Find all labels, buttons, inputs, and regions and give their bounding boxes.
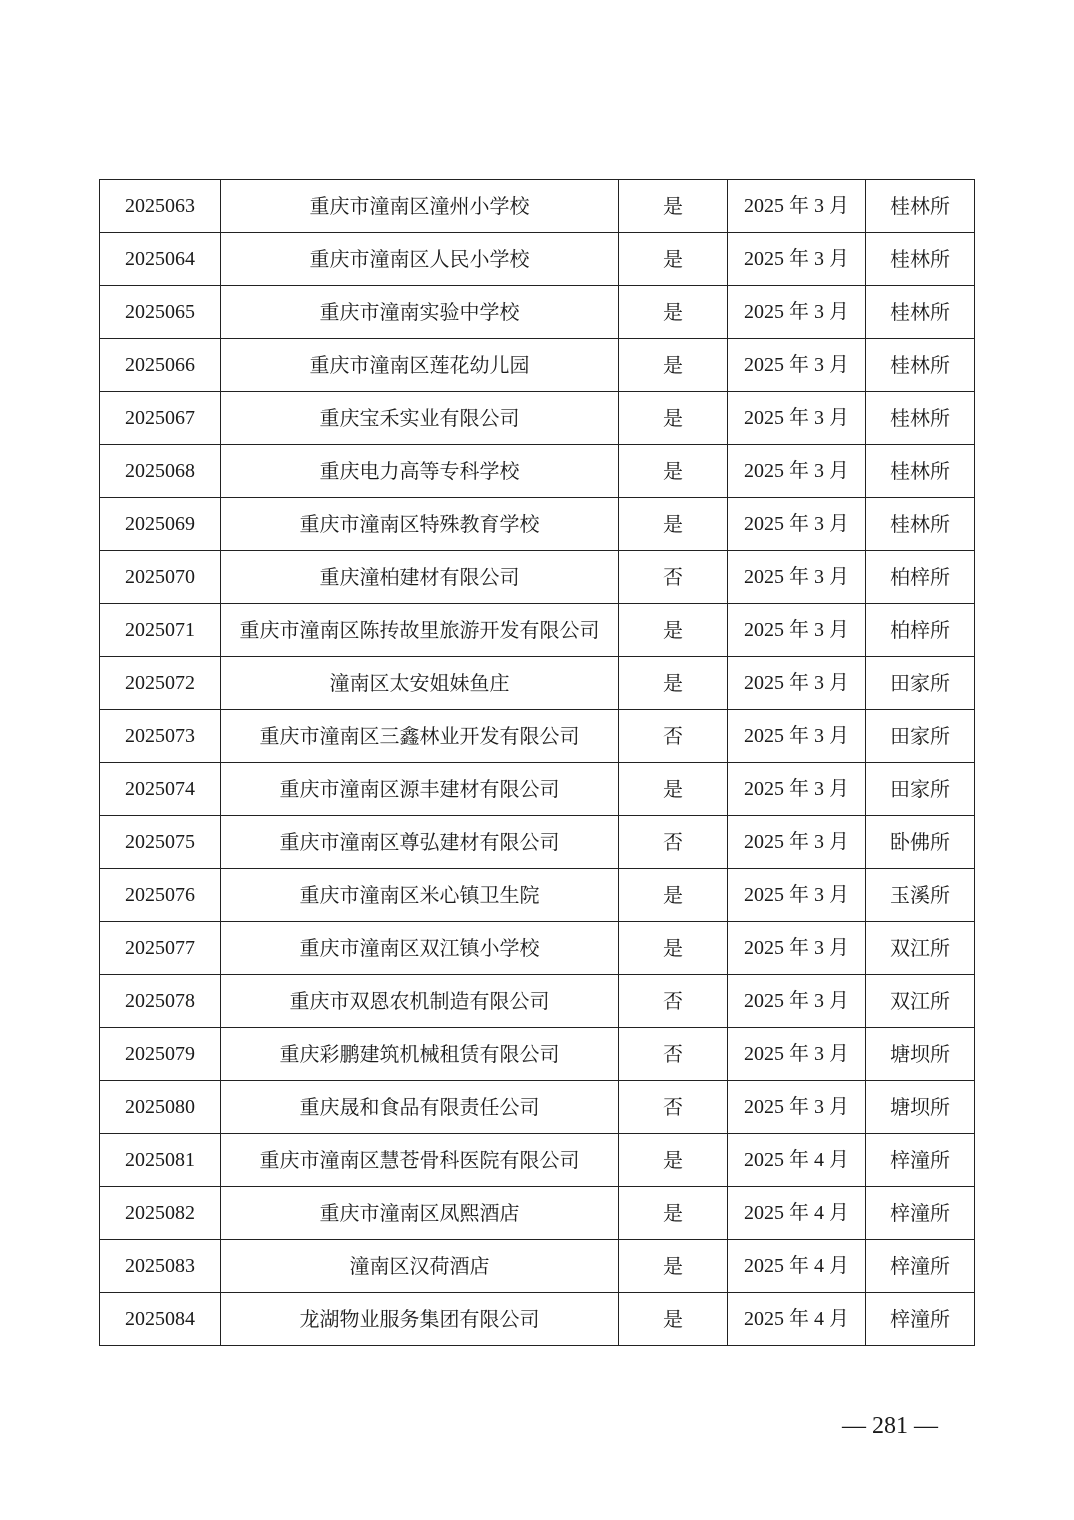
record-id: 2025067	[100, 392, 221, 445]
record-date: 2025 年 3 月	[728, 657, 866, 710]
record-date: 2025 年 3 月	[728, 1028, 866, 1081]
office-name: 梓潼所	[866, 1240, 975, 1293]
record-date: 2025 年 4 月	[728, 1293, 866, 1346]
office-name: 田家所	[866, 763, 975, 816]
unit-name: 重庆市潼南区凤熙酒店	[221, 1187, 619, 1240]
table-row	[100, 975, 975, 1028]
record-id: 2025069	[100, 498, 221, 551]
record-id: 2025068	[100, 445, 221, 498]
office-name: 梓潼所	[866, 1187, 975, 1240]
status-flag: 是	[619, 763, 728, 816]
unit-name: 重庆市潼南区双江镇小学校	[221, 922, 619, 975]
office-name: 柏梓所	[866, 604, 975, 657]
unit-name: 重庆市潼南区三鑫林业开发有限公司	[221, 710, 619, 763]
office-name: 梓潼所	[866, 1134, 975, 1187]
table-row	[100, 445, 975, 498]
office-name: 柏梓所	[866, 551, 975, 604]
records-table	[99, 179, 975, 1346]
record-date: 2025 年 3 月	[728, 180, 866, 233]
record-id: 2025070	[100, 551, 221, 604]
status-flag: 是	[619, 339, 728, 392]
record-date: 2025 年 3 月	[728, 816, 866, 869]
office-name: 卧佛所	[866, 816, 975, 869]
record-id: 2025063	[100, 180, 221, 233]
record-date: 2025 年 3 月	[728, 498, 866, 551]
record-id: 2025077	[100, 922, 221, 975]
record-date: 2025 年 3 月	[728, 869, 866, 922]
record-date: 2025 年 3 月	[728, 1081, 866, 1134]
unit-name: 重庆市潼南实验中学校	[221, 286, 619, 339]
record-date: 2025 年 3 月	[728, 551, 866, 604]
record-id: 2025082	[100, 1187, 221, 1240]
record-id: 2025076	[100, 869, 221, 922]
table-row	[100, 763, 975, 816]
unit-name: 重庆市潼南区人民小学校	[221, 233, 619, 286]
unit-name: 重庆潼柏建材有限公司	[221, 551, 619, 604]
office-name: 双江所	[866, 922, 975, 975]
table-row	[100, 657, 975, 710]
office-name: 桂林所	[866, 180, 975, 233]
office-name: 桂林所	[866, 392, 975, 445]
status-flag: 是	[619, 1293, 728, 1346]
office-name: 桂林所	[866, 339, 975, 392]
unit-name: 重庆电力高等专科学校	[221, 445, 619, 498]
status-flag: 是	[619, 286, 728, 339]
table-row	[100, 816, 975, 869]
record-date: 2025 年 3 月	[728, 604, 866, 657]
unit-name: 龙湖物业服务集团有限公司	[221, 1293, 619, 1346]
record-id: 2025072	[100, 657, 221, 710]
record-date: 2025 年 4 月	[728, 1187, 866, 1240]
table-row	[100, 922, 975, 975]
table-row	[100, 1028, 975, 1081]
office-name: 玉溪所	[866, 869, 975, 922]
table-row	[100, 869, 975, 922]
unit-name: 重庆市潼南区特殊教育学校	[221, 498, 619, 551]
office-name: 田家所	[866, 710, 975, 763]
status-flag: 是	[619, 604, 728, 657]
record-id: 2025073	[100, 710, 221, 763]
record-id: 2025075	[100, 816, 221, 869]
record-id: 2025081	[100, 1134, 221, 1187]
record-date: 2025 年 3 月	[728, 710, 866, 763]
status-flag: 否	[619, 551, 728, 604]
status-flag: 是	[619, 922, 728, 975]
record-date: 2025 年 4 月	[728, 1134, 866, 1187]
record-date: 2025 年 3 月	[728, 392, 866, 445]
record-date: 2025 年 3 月	[728, 339, 866, 392]
status-flag: 是	[619, 445, 728, 498]
record-date: 2025 年 3 月	[728, 286, 866, 339]
office-name: 桂林所	[866, 233, 975, 286]
office-name: 田家所	[866, 657, 975, 710]
page-number: — 281 —	[842, 1413, 938, 1439]
status-flag: 否	[619, 816, 728, 869]
record-id: 2025066	[100, 339, 221, 392]
records-table-body	[100, 180, 975, 1346]
unit-name: 重庆市潼南区源丰建材有限公司	[221, 763, 619, 816]
office-name: 双江所	[866, 975, 975, 1028]
record-id: 2025084	[100, 1293, 221, 1346]
record-date: 2025 年 3 月	[728, 763, 866, 816]
table-row	[100, 233, 975, 286]
record-id: 2025078	[100, 975, 221, 1028]
status-flag: 否	[619, 975, 728, 1028]
office-name: 桂林所	[866, 498, 975, 551]
status-flag: 是	[619, 869, 728, 922]
record-id: 2025065	[100, 286, 221, 339]
record-id: 2025080	[100, 1081, 221, 1134]
unit-name: 重庆市潼南区尊弘建材有限公司	[221, 816, 619, 869]
office-name: 桂林所	[866, 286, 975, 339]
unit-name: 重庆市潼南区莲花幼儿园	[221, 339, 619, 392]
office-name: 塘坝所	[866, 1081, 975, 1134]
unit-name: 重庆市潼南区米心镇卫生院	[221, 869, 619, 922]
table-row	[100, 710, 975, 763]
table-row	[100, 180, 975, 233]
table-row	[100, 1081, 975, 1134]
record-date: 2025 年 3 月	[728, 445, 866, 498]
table-row	[100, 498, 975, 551]
status-flag: 是	[619, 233, 728, 286]
unit-name: 重庆市双恩农机制造有限公司	[221, 975, 619, 1028]
unit-name: 潼南区汉荷酒店	[221, 1240, 619, 1293]
status-flag: 是	[619, 180, 728, 233]
table-row	[100, 1134, 975, 1187]
unit-name: 潼南区太安姐妹鱼庄	[221, 657, 619, 710]
status-flag: 是	[619, 392, 728, 445]
status-flag: 是	[619, 1134, 728, 1187]
table-row	[100, 1293, 975, 1346]
table-row	[100, 286, 975, 339]
unit-name: 重庆市潼南区潼州小学校	[221, 180, 619, 233]
record-date: 2025 年 4 月	[728, 1240, 866, 1293]
status-flag: 是	[619, 498, 728, 551]
unit-name: 重庆晟和食品有限责任公司	[221, 1081, 619, 1134]
office-name: 塘坝所	[866, 1028, 975, 1081]
unit-name: 重庆宝禾实业有限公司	[221, 392, 619, 445]
record-id: 2025074	[100, 763, 221, 816]
unit-name: 重庆市潼南区陈抟故里旅游开发有限公司	[221, 604, 619, 657]
status-flag: 否	[619, 1028, 728, 1081]
record-id: 2025064	[100, 233, 221, 286]
unit-name: 重庆彩鹏建筑机械租赁有限公司	[221, 1028, 619, 1081]
table-row	[100, 392, 975, 445]
status-flag: 是	[619, 1187, 728, 1240]
unit-name: 重庆市潼南区慧苍骨科医院有限公司	[221, 1134, 619, 1187]
record-id: 2025083	[100, 1240, 221, 1293]
status-flag: 否	[619, 1081, 728, 1134]
status-flag: 是	[619, 657, 728, 710]
status-flag: 否	[619, 710, 728, 763]
office-name: 桂林所	[866, 445, 975, 498]
table-row	[100, 604, 975, 657]
table-row	[100, 1240, 975, 1293]
table-row	[100, 551, 975, 604]
status-flag: 是	[619, 1240, 728, 1293]
office-name: 梓潼所	[866, 1293, 975, 1346]
record-date: 2025 年 3 月	[728, 233, 866, 286]
record-id: 2025079	[100, 1028, 221, 1081]
table-row	[100, 339, 975, 392]
record-date: 2025 年 3 月	[728, 922, 866, 975]
table-row	[100, 1187, 975, 1240]
record-date: 2025 年 3 月	[728, 975, 866, 1028]
record-id: 2025071	[100, 604, 221, 657]
